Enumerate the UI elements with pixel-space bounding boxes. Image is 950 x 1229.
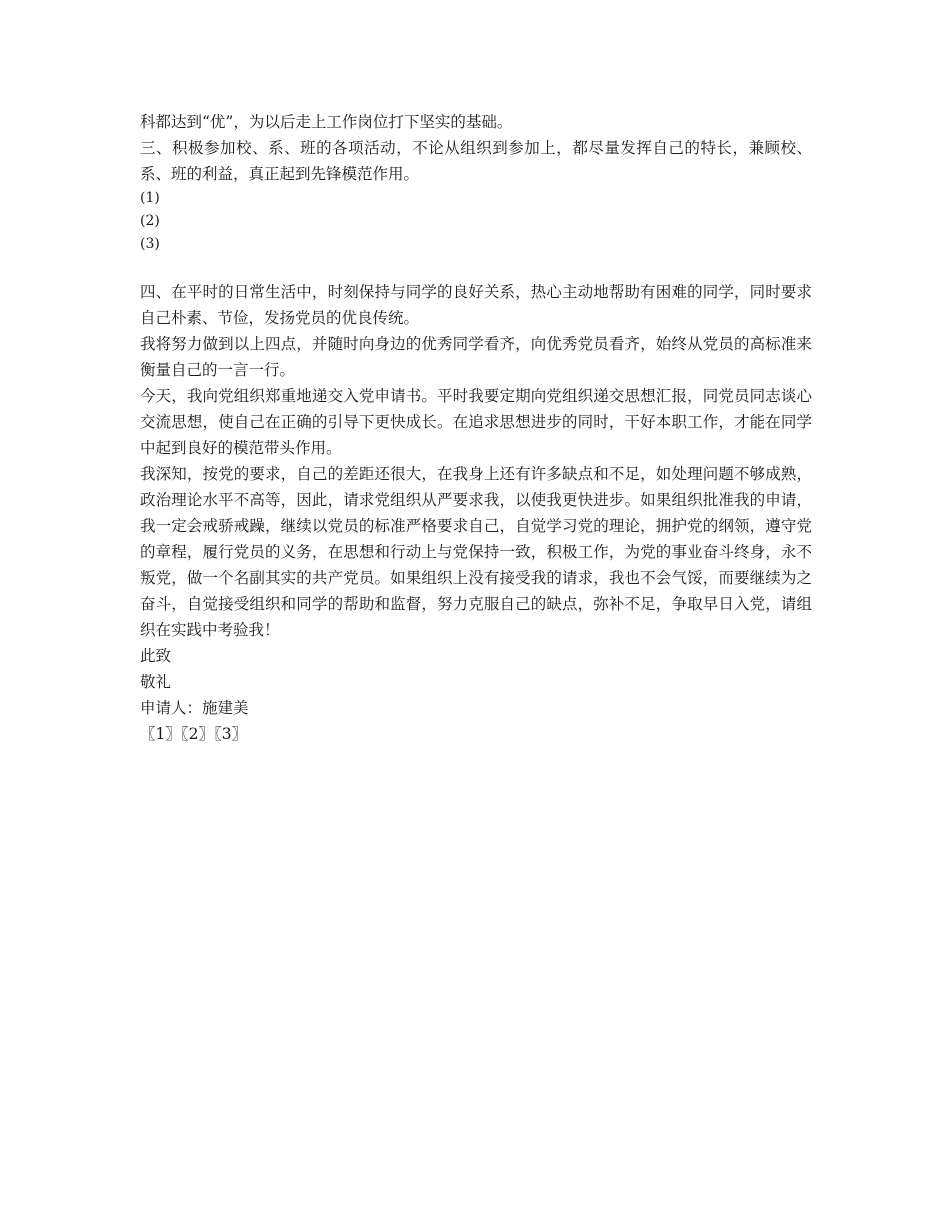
list-item-2: (2) xyxy=(140,213,160,229)
blank-line xyxy=(140,256,812,279)
list-item-1: (1) xyxy=(140,190,160,206)
paragraph-point-three: 三、积极参加校、系、班的各项活动，不论从组织到参加上，都尽量发挥自己的特长，兼顾校、系、班的利益，真正起到先锋模范作用。 xyxy=(140,139,812,183)
paragraph-continuation: 科都达到“优”，为以后走上工作岗位打下坚实的基础。 xyxy=(140,113,513,131)
paragraph-commitment: 我将努力做到以上四点，并随时向身边的优秀同学看齐，向优秀党员看齐，始终从党员的高标准来衡量自己的一言一行。 xyxy=(140,335,812,379)
paragraph-self-assessment: 我深知，按党的要求，自己的差距还很大，在我身上还有许多缺点和不足，如处理问题不够成熟，政治理论水平不高等，因此，请求党组织从严要求我，以使我更快进步。如果组织批准我的申请，我一定会戒骄戒躁，继续以党员的标准严格要求自己，自觉学习党的理论，拥护党的纲领，遵守党的章程，履行党员的义务，在思想和行动上与党保持一致，积极工作，为党的事业奋斗终身，永不叛党，做一个名副其实的共产党员。如果组织上没有接受我的请求，我也不会气馁，而要继续为之奋斗，自觉接受组织和同学的帮助和监督，努力克服自己的缺点，弥补不足，争取早日入党，请组织在实践中考验我！ xyxy=(140,465,812,639)
closing-salutation: 此致 xyxy=(140,647,172,665)
paragraph-submission: 今天，我向党组织郑重地递交入党申请书。平时我要定期向党组织递交思想汇报，同党员同志谈心交流思想，使自己在正确的引导下更快成长。在追求思想进步的同时，干好本职工作，才能在同学中起到良好的模范带头作用。 xyxy=(140,387,812,457)
applicant-signature: 申请人：施建美 xyxy=(140,699,249,717)
document-body xyxy=(140,109,812,747)
footnote-markers: 〖1〗〖2〗〖3〗 xyxy=(140,725,248,743)
paragraph-point-four: 四、在平时的日常生活中，时刻保持与同学的良好关系，热心主动地帮助有困难的同学，同时要求自己朴素、节俭，发扬党员的优良传统。 xyxy=(140,283,812,327)
closing-regards: 敬礼 xyxy=(140,673,172,691)
list-item-3: (3) xyxy=(140,236,160,252)
